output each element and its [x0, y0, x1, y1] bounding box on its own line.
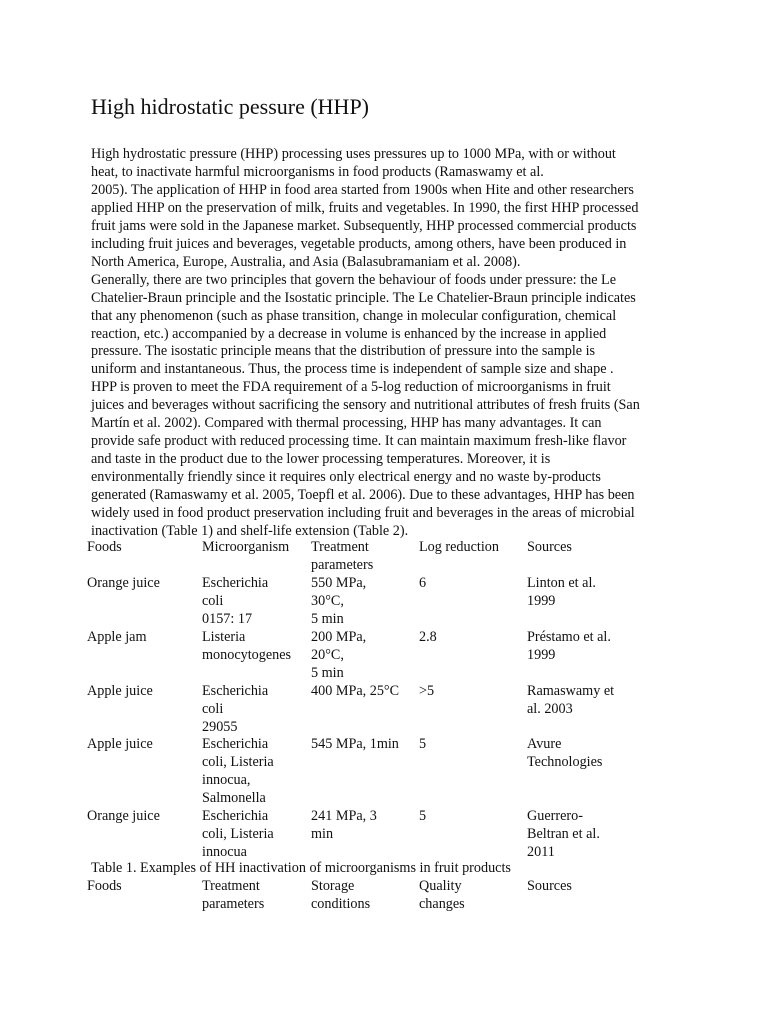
- cell-text-line: monocytogenes: [202, 646, 292, 663]
- table-row: [87, 629, 631, 683]
- table-cell: [311, 629, 419, 683]
- cell-text-line: 1999: [527, 646, 556, 663]
- table-cell: [202, 629, 311, 665]
- cell-text-line: Escherichia: [202, 574, 269, 591]
- table-cell: [527, 575, 631, 611]
- table-cell: [527, 629, 631, 665]
- cell-text-line: 5: [419, 736, 427, 753]
- table-cell: [419, 629, 527, 647]
- paragraph-line: that any phenomenon (such as phase transition, change in molecular configuration, chemical: [91, 307, 617, 324]
- cell-text-line: Foods: [87, 878, 122, 894]
- cell-text-line: Escherichia: [202, 736, 269, 753]
- cell-text-line: Treatment: [202, 878, 260, 894]
- cell-text-line: coli: [202, 700, 224, 717]
- cell-text-line: parameters: [311, 556, 374, 573]
- table-cell: [527, 683, 631, 719]
- paragraph-line: reaction, etc.) accompanied by a decrease in volume is enhanced by the increase in applied: [91, 325, 607, 342]
- table-row: [87, 683, 631, 737]
- table-cell: [311, 808, 419, 844]
- paragraph-line: Martín et al. 2002). Compared with thermal processing, HHP has many advantages. It can: [91, 415, 602, 432]
- cell-text-line: Linton et al.: [527, 574, 596, 591]
- table-cell: [311, 736, 419, 754]
- cell-text-line: Microorganism: [202, 539, 290, 555]
- table-header-cell: [311, 539, 419, 575]
- table-cell: [527, 808, 631, 862]
- cell-text-line: Apple jam: [87, 628, 147, 645]
- paragraph-line: generated (Ramaswamy et al. 2005, Toepfl et al. 2006). Due to these advantages, HHP has been: [91, 487, 635, 504]
- table-cell: [202, 683, 311, 737]
- table-cell: [527, 736, 631, 772]
- cell-text-line: Escherichia: [202, 808, 269, 825]
- cell-text-line: 200 MPa,: [311, 628, 367, 645]
- table-cell: [419, 736, 527, 754]
- table-cell: [311, 683, 419, 701]
- paragraph-line: environmentally friendly since it requires only electrical energy and no waste by-products: [91, 469, 601, 486]
- table-header-cell: [419, 539, 527, 557]
- table-1-caption: Table 1. Examples of HH inactivation of microorganisms in fruit products: [91, 860, 511, 876]
- table-cell: [87, 629, 202, 647]
- cell-text-line: Sources: [527, 539, 572, 555]
- cell-text-line: Apple juice: [87, 736, 153, 753]
- cell-text-line: Technologies: [527, 754, 603, 771]
- paragraph-line: and taste in the product due to the lower processing temperatures. Moreover, it is: [91, 451, 551, 468]
- table-header-row: [87, 878, 631, 914]
- cell-text-line: Foods: [87, 539, 122, 555]
- table-header-cell: [527, 539, 631, 557]
- cell-text-line: parameters: [202, 895, 265, 912]
- paragraph-line: uniform and instantaneous. Thus, the process time is independent of sample size and shape .: [91, 361, 614, 378]
- cell-text-line: al. 2003: [527, 700, 573, 717]
- cell-text-line: conditions: [311, 895, 371, 912]
- cell-text-line: coli, Listeria: [202, 826, 274, 843]
- table-cell: [87, 736, 202, 754]
- cell-text-line: 1999: [527, 592, 556, 609]
- cell-text-line: Guerrero-: [527, 808, 583, 825]
- cell-text-line: Beltran et al.: [527, 826, 600, 843]
- paragraph-line: applied HHP on the preservation of milk, fruits and vegetables. In 1990, the first HHP processed: [91, 199, 639, 216]
- table-row: [87, 808, 631, 862]
- paragraph-line: North America, Europe, Australia, and Asia (Balasubramaniam et al. 2008).: [91, 253, 521, 270]
- table-cell: [87, 683, 202, 701]
- cell-text-line: Quality: [419, 878, 462, 894]
- table-cell: [202, 808, 311, 862]
- cell-text-line: 400 MPa, 25°C: [311, 682, 400, 699]
- table-cell: [419, 808, 527, 826]
- table-cell: [202, 736, 311, 808]
- cell-text-line: Apple juice: [87, 682, 153, 699]
- cell-text-line: 241 MPa, 3: [311, 808, 377, 825]
- table-row: [87, 575, 631, 629]
- table-header-cell: [527, 878, 631, 896]
- table-cell: [87, 575, 202, 593]
- table-row: [87, 736, 631, 808]
- paragraph-line: inactivation (Table 1) and shelf-life extension (Table 2).: [91, 523, 409, 540]
- table-cell: [311, 575, 419, 629]
- table-header-cell: [87, 878, 202, 896]
- cell-text-line: min: [311, 826, 334, 843]
- table-header-cell: [202, 539, 311, 557]
- paragraph-line: widely used in food product preservation including fruit and beverages in the areas of microbial: [91, 505, 635, 522]
- cell-text-line: Orange juice: [87, 808, 160, 825]
- cell-text-line: 29055: [202, 718, 238, 735]
- cell-text-line: Escherichia: [202, 682, 269, 699]
- cell-text-line: >5: [419, 682, 435, 699]
- paragraph-line: provide safe product with reduced processing time. It can maintain maximum fresh-like flavor: [91, 433, 627, 450]
- cell-text-line: coli, Listeria: [202, 754, 274, 771]
- document-title: High hidrostatic pessure (HHP): [91, 94, 370, 119]
- cell-text-line: 2011: [527, 844, 555, 861]
- table-header-cell: [202, 878, 311, 914]
- paragraph-line: Chatelier-Braun principle and the Isostatic principle. The Le Chatelier-Braun principle indicates: [91, 289, 636, 306]
- cell-text-line: innocua: [202, 844, 247, 861]
- cell-text-line: 5 min: [311, 664, 344, 681]
- cell-text-line: 6: [419, 574, 427, 591]
- cell-text-line: Treatment: [311, 539, 369, 555]
- cell-text-line: Storage: [311, 878, 355, 894]
- cell-text-line: Orange juice: [87, 574, 160, 591]
- paragraph-line: HPP is proven to meet the FDA requirement of a 5-log reduction of microorganisms in fruit: [91, 379, 611, 396]
- cell-text-line: 5 min: [311, 610, 344, 627]
- table-header-cell: [87, 539, 202, 557]
- cell-text-line: Sources: [527, 878, 572, 894]
- table-cell: [87, 808, 202, 826]
- cell-text-line: 30°C,: [311, 592, 344, 609]
- cell-text-line: changes: [419, 895, 465, 912]
- cell-text-line: Avure: [527, 736, 562, 753]
- table-1-microbial-inactivation: [87, 539, 631, 862]
- cell-text-line: coli: [202, 592, 224, 609]
- paragraph-line: fruit jams were sold in the Japanese market. Subsequently, HHP processed commercial products: [91, 217, 637, 234]
- cell-text-line: Salmonella: [202, 790, 266, 807]
- table-cell: [419, 575, 527, 593]
- table-cell: [419, 683, 527, 701]
- table-cell: [202, 575, 311, 629]
- paragraph-line: pressure. The isostatic principle means that the distribution of pressure into the sample is: [91, 343, 596, 360]
- paragraph-line: juices and beverages without sacrificing the sensory and nutritional attributes of fresh fruits (San: [91, 397, 640, 414]
- cell-text-line: 545 MPa, 1min: [311, 736, 399, 753]
- cell-text-line: 550 MPa,: [311, 574, 367, 591]
- table-header-row: [87, 539, 631, 575]
- paragraph-line: including fruit juices and beverages, vegetable products, among others, have been produced in: [91, 235, 627, 252]
- body-paragraph: [91, 146, 691, 541]
- paragraph-line: Generally, there are two principles that govern the behaviour of foods under pressure: the Le: [91, 271, 617, 288]
- paragraph-line: 2005). The application of HHP in food area started from 1900s when Hite and other researchers: [91, 181, 634, 198]
- cell-text-line: Ramaswamy et: [527, 682, 615, 699]
- cell-text-line: innocua,: [202, 772, 251, 789]
- cell-text-line: 20°C,: [311, 646, 344, 663]
- paragraph-line: High hydrostatic pressure (HHP) processing uses pressures up to 1000 MPa, with or without: [91, 146, 616, 162]
- paragraph-line: heat, to inactivate harmful microorganisms in food products (Ramaswamy et al.: [91, 163, 544, 180]
- cell-text-line: Préstamo et al.: [527, 628, 611, 645]
- cell-text-line: 2.8: [419, 628, 437, 645]
- table-header-cell: [419, 878, 527, 914]
- table-2-shelf-life: [87, 878, 631, 914]
- cell-text-line: Log reduction: [419, 539, 499, 555]
- cell-text-line: Listeria: [202, 628, 246, 645]
- cell-text-line: 5: [419, 808, 427, 825]
- table-header-cell: [311, 878, 419, 914]
- cell-text-line: 0157: 17: [202, 610, 253, 627]
